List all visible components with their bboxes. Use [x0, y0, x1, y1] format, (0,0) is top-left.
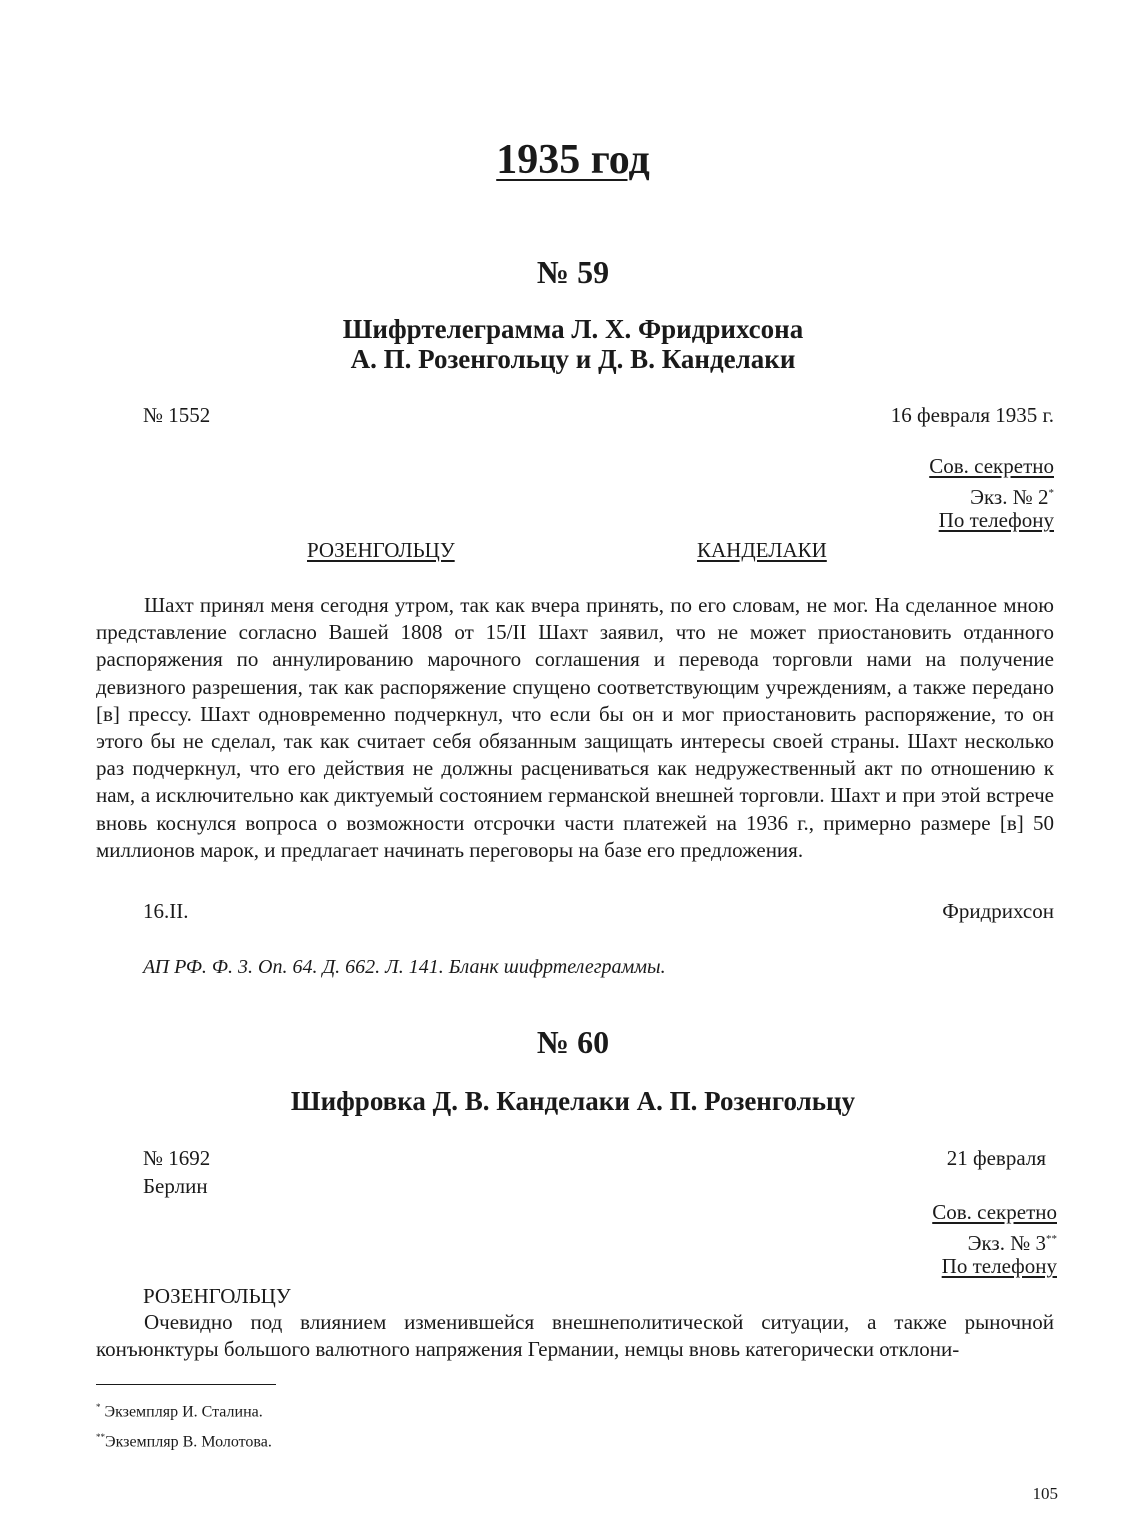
- doc59-source: АП РФ. Ф. 3. Оп. 64. Д. 662. Л. 141. Бланк шифртелеграммы.: [143, 956, 666, 978]
- year-heading: 1935 год: [496, 137, 650, 183]
- doc59-addressee-1: РОЗЕНГОЛЬЦУ: [307, 538, 455, 562]
- footnote-2-text: Экземпляр В. Молотова.: [105, 1433, 272, 1451]
- doc59-date: 16 февраля 1935 г.: [890, 403, 1054, 427]
- doc59-copy-label: Экз. № 2: [970, 485, 1049, 509]
- doc59-reg-no: № 1552: [143, 403, 211, 427]
- doc60-classification: Сов. секретно: [932, 1200, 1057, 1224]
- footnote-2: [96, 1432, 272, 1451]
- footnote-2-mark: **: [96, 1432, 105, 1442]
- doc60-body: Очевидно под влиянием изменившейся внешнеполитической ситуации, а также рыночной конъюнктуры большого валютного напряжения Германии, немцы вновь категорически отклони-: [96, 1310, 1054, 1362]
- doc59-copy-mark: *: [1048, 487, 1054, 499]
- doc60-addressee: РОЗЕНГОЛЬЦУ: [143, 1284, 291, 1308]
- doc60-title: Шифровка Д. В. Канделаки А. П. Розенгольцу: [290, 1086, 856, 1116]
- footnote-divider: [96, 1384, 276, 1385]
- doc60-reg-no: № 1692: [143, 1146, 211, 1170]
- doc59-number: № 59: [536, 254, 610, 290]
- doc60-date: 21 февраля: [946, 1146, 1046, 1170]
- doc59-classification: Сов. секретно: [929, 454, 1054, 478]
- doc59-title-line2: А. П. Розенгольцу и Д. В. Канделаки: [350, 344, 796, 374]
- doc60-copy-label: Экз. № 3: [967, 1231, 1046, 1255]
- doc59-signature: Фридрихсон: [942, 899, 1054, 923]
- doc60-place: Берлин: [143, 1174, 208, 1198]
- doc59-addressee-2: КАНДЕЛАКИ: [697, 538, 827, 562]
- doc60-number: № 60: [536, 1024, 610, 1060]
- doc59-transmission: По телефону: [938, 508, 1054, 532]
- footnote-1-mark: *: [96, 1402, 101, 1412]
- doc59-closing-date: 16.II.: [143, 899, 189, 923]
- page-number: 105: [1032, 1484, 1058, 1503]
- doc60-copy-mark: **: [1046, 1233, 1057, 1245]
- doc60-transmission: По телефону: [941, 1254, 1057, 1278]
- doc59-title-line1: Шифртелеграмма Л. Х. Фридрихсона: [342, 314, 804, 344]
- footnote-1-text: Экземпляр И. Сталина.: [104, 1403, 263, 1421]
- footnote-1: [96, 1402, 263, 1421]
- doc59-body: Шахт принял меня сегодня утром, так как вчера принять, по его словам, не мог. На сделанное мною представление согласно Вашей 1808 от 15/II Шахт заявил, что не может приостановить отданного распоряжения по аннулированию марочного соглашения и перевода торговли нами на получение девизного разрешения, так как распоряжение спущено соответствующим учреждениям, а также передано [в] прессу. Шахт одновременно подчеркнул, что если бы он и мог приостановить распоряжение, то он этого бы не сделал, так как считает себя обязанным защищать интересы своей страны. Шахт несколько раз подчеркнул, что его действия не должны расцениваться как недружественный акт по отношению к нам, а исключительно как диктуемый состоянием германской внешней торговли. Шахт и при этой встрече вновь коснулся вопроса о возможности отсрочки части платежей на 1936 г., примерно размере [в] 50 миллионов марок, и предлагает начинать переговоры на базе его предложения.: [96, 593, 1054, 862]
